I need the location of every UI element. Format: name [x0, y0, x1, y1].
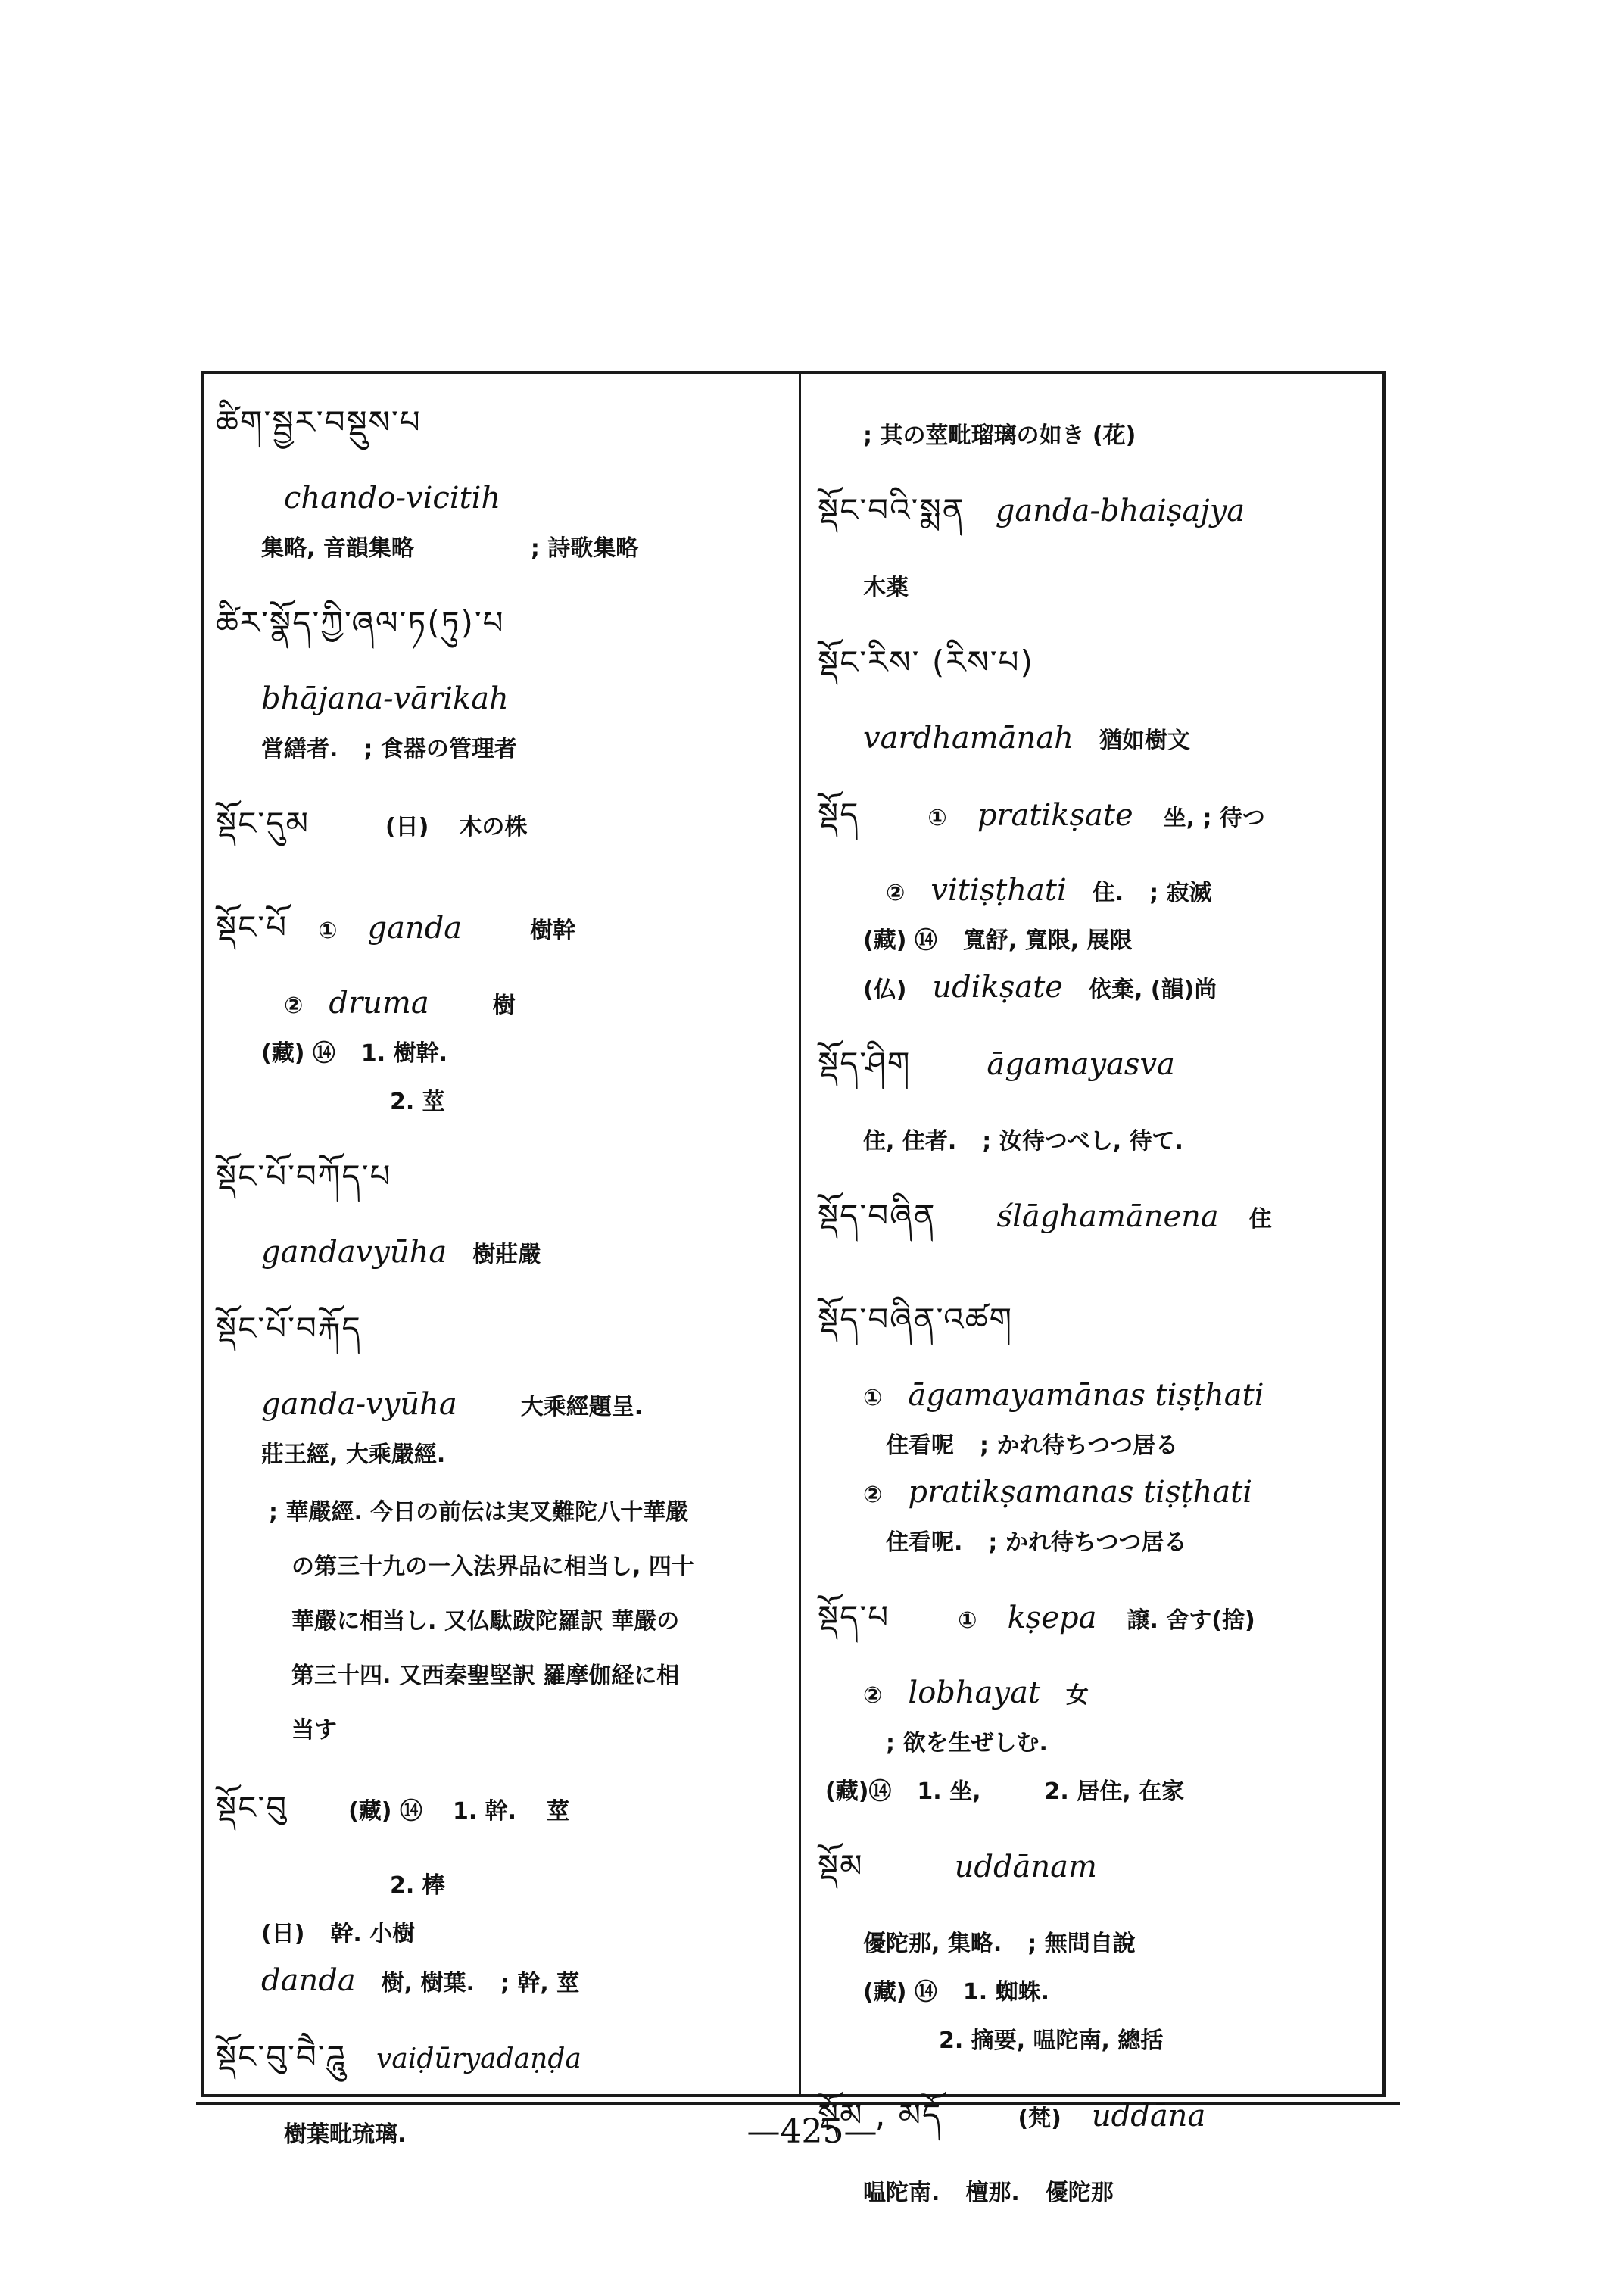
note-line: ; 華嚴經. 今日の前伝は実叉難陀八十華嚴: [269, 1499, 689, 1526]
right-column: [818, 386, 1378, 2231]
source-tag: (藏) ⑭: [348, 1798, 422, 1825]
sense-number: ②: [284, 993, 304, 1019]
japanese-gloss: 大乘經題呈.: [520, 1394, 644, 1420]
source-tag: (日): [261, 1921, 305, 1947]
note-paragraph: [269, 1485, 791, 1758]
japanese-gloss: 1. 樹幹.: [360, 1040, 447, 1067]
sanskrit-term: uddānam: [954, 1850, 1097, 1884]
tibetan-headword: ཚིར་སྣོད་ཀྱི་ཞལ་ཏ(ཏུ)་པ: [216, 604, 505, 641]
japanese-gloss: ; 欲を生ぜしむ.: [886, 1730, 1048, 1756]
dictionary-entry: [216, 1140, 791, 1279]
page-number: —425—: [747, 2112, 877, 2151]
japanese-gloss: ; かれ待ちつつ居る: [988, 1529, 1187, 1556]
tibetan-headword: ཚིག་སྦྱར་བསྡུས་པ: [216, 404, 422, 441]
tibetan-headword: སྡོད་ཤིག: [818, 1045, 912, 1082]
japanese-gloss: 住.: [1092, 880, 1124, 906]
sanskrit-term: vaiḍūryadaṇḍa: [376, 2043, 581, 2074]
dictionary-entry: [216, 891, 791, 1127]
source-tag: (梵): [1018, 2105, 1061, 2132]
tibetan-headword: སྡོད: [818, 796, 860, 833]
japanese-gloss: ; 詩歌集略: [530, 535, 639, 562]
note-line: 第三十四. 又西秦聖堅訳 羅摩伽経に相: [291, 1663, 680, 1689]
dictionary-entry: [818, 1027, 1378, 1166]
dictionary-entry: [818, 1180, 1378, 1270]
japanese-gloss: ; 其の莖毗瑠璃の如き (花): [863, 422, 1136, 449]
japanese-gloss: 営繕者.: [261, 736, 338, 762]
japanese-gloss: 2. 莖: [390, 1089, 445, 1115]
japanese-gloss: 1. 蜘蛛.: [962, 1979, 1049, 2006]
japanese-gloss: 木の株: [459, 814, 528, 840]
sanskrit-term: chando-vicitih: [284, 481, 501, 516]
note-line: 当す: [291, 1717, 337, 1744]
japanese-gloss: 嗢陀南.: [863, 2180, 940, 2206]
japanese-gloss: 樹葉毗琉璃.: [284, 2121, 407, 2148]
sanskrit-term: ganda-bhaiṣajya: [995, 494, 1245, 528]
dictionary-entry: [818, 474, 1378, 612]
column-divider: [799, 372, 801, 2096]
japanese-gloss: 幹. 小樹: [330, 1921, 416, 1947]
japanese-gloss: ; かれ待ちつつ居る: [980, 1432, 1179, 1459]
tibetan-headword: སྡོང་བུ་བཻ་ཌཱུ: [216, 2038, 347, 2075]
sanskrit-term: kṣepa: [1007, 1601, 1097, 1635]
dictionary-entry: [216, 1292, 791, 1758]
tibetan-headword: སྡོང་པོ: [216, 909, 288, 946]
sanskrit-term: ślāghamānena: [996, 1199, 1219, 1234]
sanskrit-term: āgamayasva: [987, 1047, 1175, 1082]
sanskrit-term: druma: [329, 986, 429, 1021]
source-tag: (藏) ⑭: [261, 1040, 335, 1067]
japanese-gloss: 譲. 舍す(捨): [1127, 1607, 1255, 1634]
japanese-gloss: 住: [1248, 1206, 1272, 1233]
dictionary-entry: [818, 778, 1378, 1014]
sense-number: ②: [863, 1482, 883, 1508]
sense-number: ①: [958, 1607, 977, 1634]
sanskrit-term: āgamayamānas tiṣṭhati: [908, 1378, 1264, 1413]
sense-number: ②: [863, 1682, 883, 1709]
sanskrit-term: lobhayat: [908, 1675, 1041, 1710]
tibetan-headword: སྡོམ , མདོ: [818, 2096, 943, 2133]
japanese-gloss: 集略, 音韻集略: [261, 535, 414, 562]
japanese-gloss: ; 寂滅: [1149, 880, 1212, 906]
sanskrit-term: vardhamānah: [863, 721, 1074, 756]
japanese-gloss: 樹, 樹葉.: [381, 1970, 475, 1996]
sanskrit-term: gandavyūha: [261, 1235, 447, 1270]
japanese-gloss: ; 食器の管理者: [363, 736, 517, 762]
japanese-gloss: 猶如樹文: [1099, 728, 1190, 754]
dictionary-entry: [818, 1283, 1378, 1567]
sanskrit-term: pratikṣate: [977, 798, 1133, 833]
sanskrit-term: ganda-vyūha: [261, 1387, 457, 1422]
sense-number: ①: [318, 918, 338, 944]
tibetan-headword: སྡོང་བའི་སྨན: [818, 491, 965, 528]
dictionary-entry: [216, 587, 791, 774]
source-tag: (藏)⑭: [825, 1778, 892, 1805]
sanskrit-term: vitiṣṭhati: [930, 873, 1067, 908]
note-line: 華嚴に相当し. 又仏駄跋陀羅訳 華嚴の: [291, 1608, 680, 1635]
source-tag: (藏) ⑭: [863, 927, 937, 954]
japanese-gloss: 檀那.: [965, 2180, 1020, 2206]
japanese-gloss: 樹: [492, 993, 516, 1019]
source-tag: (藏) ⑭: [863, 1979, 937, 2006]
tibetan-headword: སྡོད་བཞིན: [818, 1197, 937, 1234]
japanese-gloss: 樹幹: [530, 918, 576, 944]
japanese-gloss: 樹莊嚴: [472, 1242, 541, 1268]
dictionary-entry: [818, 1581, 1378, 1816]
japanese-gloss: 住看呢.: [886, 1529, 963, 1556]
dictionary-entry: [216, 1772, 791, 2007]
sense-number: ①: [927, 805, 947, 831]
japanese-gloss: 優陀那, 集略.: [863, 1931, 1002, 1957]
source-tag: (仏): [863, 977, 907, 1003]
tibetan-headword: སྡོང་པོ་བརྐོད: [216, 1310, 362, 1347]
japanese-gloss: 2. 摘要, 嗢陀南, 總括: [939, 2028, 1164, 2054]
japanese-gloss: 女: [1066, 1682, 1089, 1709]
sense-number: ②: [886, 880, 906, 906]
tibetan-headword: སྡོང་དུམ: [216, 805, 310, 842]
japanese-gloss: 依棄, (韻)尚: [1088, 977, 1217, 1003]
continued-gloss: [818, 416, 1378, 460]
sanskrit-term: ganda: [367, 911, 463, 946]
tibetan-headword: སྡོང་པོ་བཀོད་པ: [216, 1158, 392, 1195]
tibetan-headword: སྡོད་བཞིན་འཚག: [818, 1301, 1014, 1338]
japanese-gloss: 莖: [547, 1798, 570, 1825]
tibetan-headword: སྡོང་བུ: [216, 1789, 288, 1826]
japanese-gloss: 莊王經, 大乘嚴經.: [261, 1442, 446, 1468]
sanskrit-term: bhājana-vārikah: [261, 681, 509, 716]
dictionary-entry: [216, 386, 791, 573]
japanese-gloss: 1. 坐,: [917, 1778, 981, 1805]
japanese-gloss: 優陀那: [1045, 2180, 1114, 2206]
japanese-gloss: 坐, ; 待つ: [1163, 805, 1265, 831]
tibetan-headword: སྡོམ: [818, 1847, 864, 1884]
japanese-gloss: ; 無問自說: [1027, 1931, 1136, 1957]
japanese-gloss: 1. 幹.: [452, 1798, 517, 1825]
tibetan-headword: སྡོད་པ: [818, 1598, 890, 1635]
tibetan-headword: སྡོང་རིས་ (རིས་པ): [818, 644, 1034, 681]
japanese-gloss: 2. 居住, 在家: [1044, 1778, 1185, 1805]
japanese-gloss: 木薬: [863, 575, 909, 601]
left-column: [216, 386, 791, 2173]
japanese-gloss: 2. 棒: [390, 1872, 445, 1899]
japanese-gloss: 住看呢: [886, 1432, 954, 1459]
sanskrit-term: udikṣate: [932, 970, 1063, 1005]
sense-number: ①: [863, 1385, 883, 1411]
dictionary-entry: [818, 626, 1378, 765]
japanese-gloss: ; 幹, 莖: [500, 1970, 580, 1996]
japanese-gloss: 寬舒, 寬限, 展限: [962, 927, 1133, 954]
dictionary-entry: [216, 787, 791, 877]
note-line: の第三十九の一入法界品に相当し, 四十: [291, 1554, 694, 1580]
source-tag: (日): [385, 814, 429, 840]
japanese-gloss: ; 汝待つべし, 待て.: [982, 1128, 1183, 1155]
sanskrit-term: danda: [261, 1963, 356, 1998]
sanskrit-term: uddāna: [1091, 2099, 1206, 2133]
japanese-gloss: 住, 住者.: [863, 1128, 957, 1155]
dictionary-entry: [818, 1830, 1378, 2065]
sanskrit-term: pratikṣamanas tiṣṭhati: [908, 1475, 1253, 1510]
